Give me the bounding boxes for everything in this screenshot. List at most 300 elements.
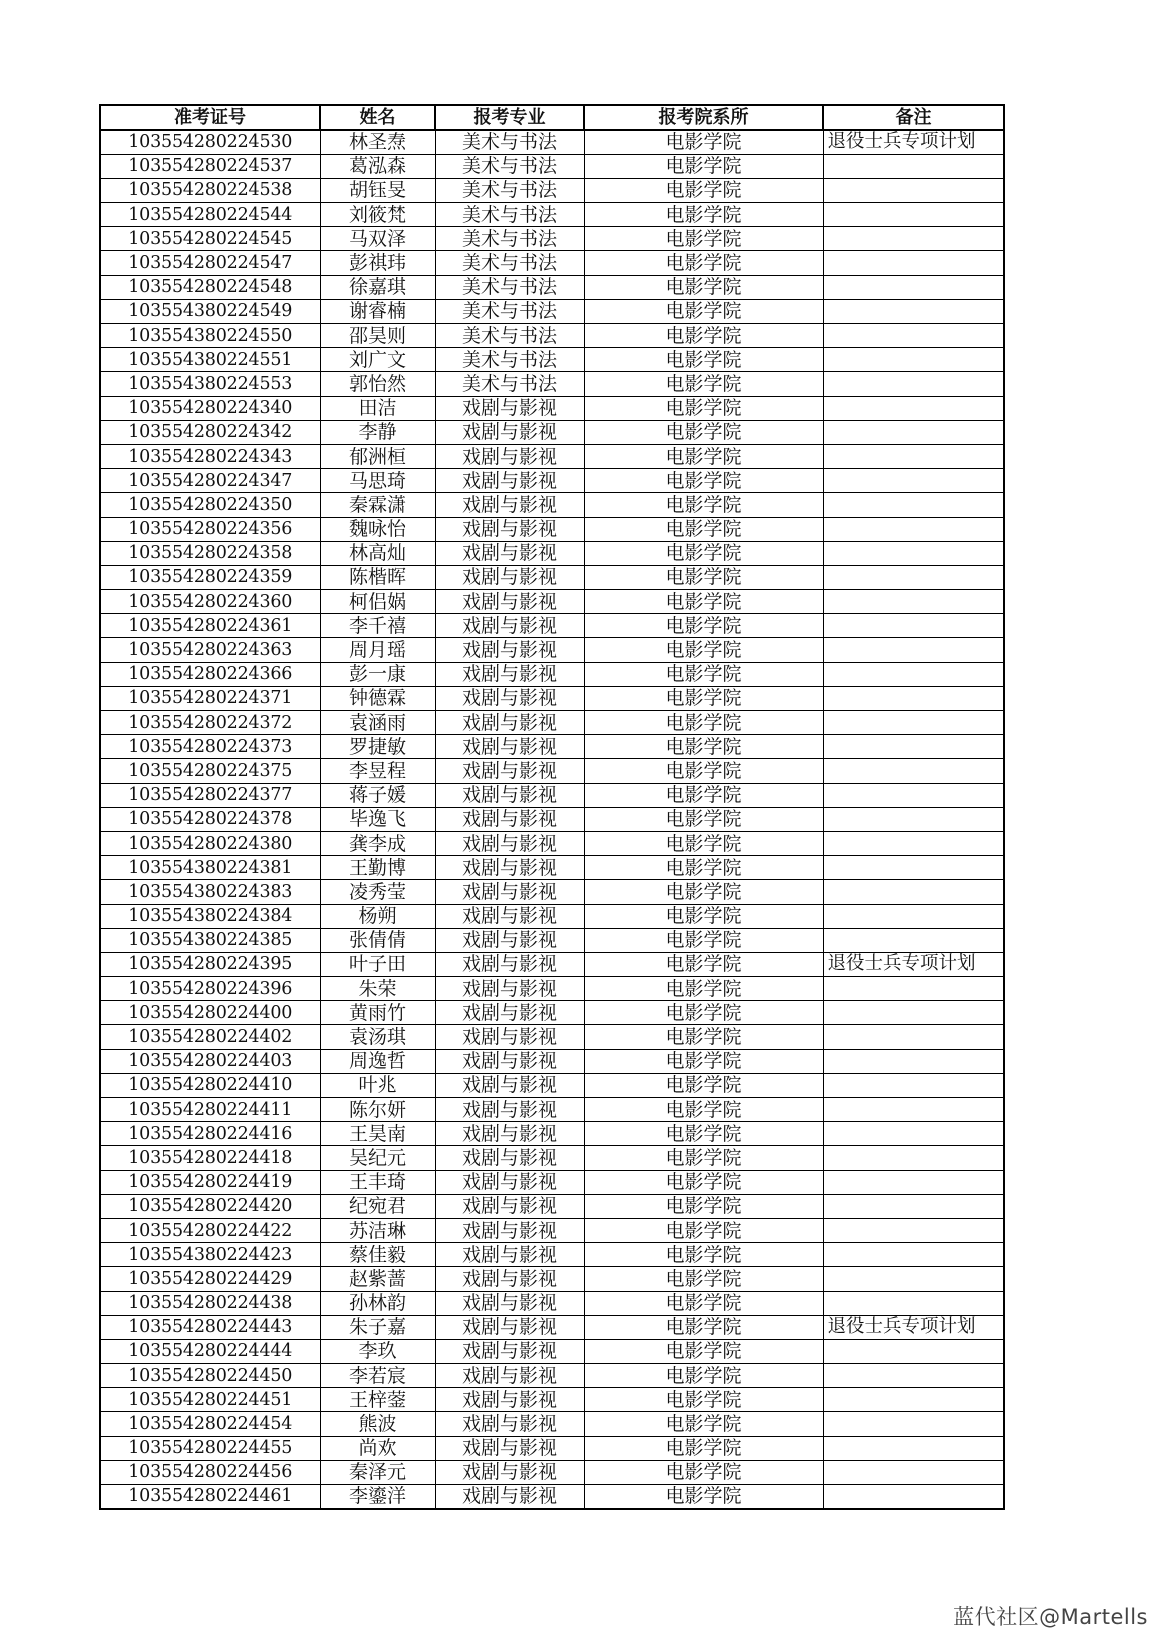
cell-exam-id: 103554280224347 bbox=[100, 469, 320, 493]
table-row bbox=[100, 1170, 1004, 1194]
cell-name: 凌秀莹 bbox=[320, 880, 435, 904]
cell-exam-id: 103554280224380 bbox=[100, 831, 320, 855]
table-row bbox=[100, 928, 1004, 952]
cell-department: 电影学院 bbox=[584, 275, 823, 299]
cell-name: 袁涵雨 bbox=[320, 711, 435, 735]
cell-name: 林高灿 bbox=[320, 541, 435, 565]
cell-exam-id: 103554280224371 bbox=[100, 686, 320, 710]
header-remarks: 备注 bbox=[823, 105, 1004, 130]
cell-remarks bbox=[823, 1485, 1004, 1509]
cell-name: 刘广文 bbox=[320, 348, 435, 372]
table-row bbox=[100, 251, 1004, 275]
cell-major: 戏剧与影视 bbox=[435, 952, 584, 976]
cell-department: 电影学院 bbox=[584, 686, 823, 710]
cell-exam-id: 103554280224530 bbox=[100, 130, 320, 154]
cell-exam-id: 103554380224383 bbox=[100, 880, 320, 904]
cell-remarks bbox=[823, 1436, 1004, 1460]
cell-exam-id: 103554280224361 bbox=[100, 614, 320, 638]
cell-department: 电影学院 bbox=[584, 348, 823, 372]
cell-major: 戏剧与影视 bbox=[435, 1339, 584, 1363]
cell-department: 电影学院 bbox=[584, 590, 823, 614]
cell-major: 戏剧与影视 bbox=[435, 1315, 584, 1339]
cell-exam-id: 103554280224418 bbox=[100, 1146, 320, 1170]
cell-remarks bbox=[823, 614, 1004, 638]
cell-name: 徐嘉琪 bbox=[320, 275, 435, 299]
cell-exam-id: 103554380224423 bbox=[100, 1243, 320, 1267]
cell-exam-id: 103554380224551 bbox=[100, 348, 320, 372]
cell-remarks bbox=[823, 565, 1004, 589]
cell-remarks bbox=[823, 1412, 1004, 1436]
table-row bbox=[100, 977, 1004, 1001]
cell-major: 美术与书法 bbox=[435, 251, 584, 275]
cell-name: 叶子田 bbox=[320, 952, 435, 976]
cell-department: 电影学院 bbox=[584, 1460, 823, 1484]
cell-major: 戏剧与影视 bbox=[435, 1073, 584, 1097]
table-row bbox=[100, 590, 1004, 614]
cell-major: 戏剧与影视 bbox=[435, 1243, 584, 1267]
table-row bbox=[100, 735, 1004, 759]
cell-major: 美术与书法 bbox=[435, 227, 584, 251]
cell-exam-id: 103554280224350 bbox=[100, 493, 320, 517]
table-row bbox=[100, 1146, 1004, 1170]
cell-exam-id: 103554280224402 bbox=[100, 1025, 320, 1049]
cell-major: 戏剧与影视 bbox=[435, 565, 584, 589]
cell-major: 美术与书法 bbox=[435, 275, 584, 299]
cell-name: 李若宸 bbox=[320, 1364, 435, 1388]
cell-major: 美术与书法 bbox=[435, 348, 584, 372]
table-row bbox=[100, 1315, 1004, 1339]
table-row bbox=[100, 662, 1004, 686]
table-row bbox=[100, 638, 1004, 662]
cell-major: 戏剧与影视 bbox=[435, 420, 584, 444]
table-row bbox=[100, 1436, 1004, 1460]
watermark: 蓝代社区@Martells bbox=[953, 1605, 1148, 1629]
cell-major: 戏剧与影视 bbox=[435, 1025, 584, 1049]
cell-exam-id: 103554280224359 bbox=[100, 565, 320, 589]
cell-exam-id: 103554280224396 bbox=[100, 977, 320, 1001]
cell-department: 电影学院 bbox=[584, 1388, 823, 1412]
cell-exam-id: 103554280224372 bbox=[100, 711, 320, 735]
cell-name: 谢睿楠 bbox=[320, 299, 435, 323]
cell-name: 邵昊则 bbox=[320, 324, 435, 348]
cell-name: 陈尔妍 bbox=[320, 1098, 435, 1122]
cell-exam-id: 103554380224549 bbox=[100, 299, 320, 323]
cell-major: 戏剧与影视 bbox=[435, 396, 584, 420]
cell-exam-id: 103554280224410 bbox=[100, 1073, 320, 1097]
cell-department: 电影学院 bbox=[584, 1049, 823, 1073]
cell-remarks bbox=[823, 880, 1004, 904]
cell-exam-id: 103554280224363 bbox=[100, 638, 320, 662]
cell-department: 电影学院 bbox=[584, 711, 823, 735]
table-row bbox=[100, 1291, 1004, 1315]
cell-name: 胡钰旻 bbox=[320, 178, 435, 202]
cell-department: 电影学院 bbox=[584, 614, 823, 638]
cell-major: 戏剧与影视 bbox=[435, 759, 584, 783]
cell-exam-id: 103554280224420 bbox=[100, 1194, 320, 1218]
table-row bbox=[100, 1025, 1004, 1049]
cell-name: 王昊南 bbox=[320, 1122, 435, 1146]
cell-major: 戏剧与影视 bbox=[435, 904, 584, 928]
header-major: 报考专业 bbox=[435, 105, 584, 130]
cell-department: 电影学院 bbox=[584, 928, 823, 952]
table-row bbox=[100, 493, 1004, 517]
cell-exam-id: 103554380224384 bbox=[100, 904, 320, 928]
admission-list-table bbox=[99, 104, 1005, 1510]
table-row bbox=[100, 1194, 1004, 1218]
table-row bbox=[100, 154, 1004, 178]
cell-remarks bbox=[823, 299, 1004, 323]
cell-department: 电影学院 bbox=[584, 541, 823, 565]
table-row bbox=[100, 614, 1004, 638]
cell-name: 李鎏洋 bbox=[320, 1485, 435, 1509]
cell-name: 苏洁琳 bbox=[320, 1218, 435, 1242]
cell-department: 电影学院 bbox=[584, 154, 823, 178]
cell-department: 电影学院 bbox=[584, 831, 823, 855]
cell-name: 钟德霖 bbox=[320, 686, 435, 710]
cell-name: 吴纪元 bbox=[320, 1146, 435, 1170]
header-name: 姓名 bbox=[320, 105, 435, 130]
cell-major: 美术与书法 bbox=[435, 299, 584, 323]
cell-name: 罗捷敏 bbox=[320, 735, 435, 759]
cell-remarks bbox=[823, 493, 1004, 517]
cell-remarks bbox=[823, 348, 1004, 372]
cell-department: 电影学院 bbox=[584, 1436, 823, 1460]
cell-major: 戏剧与影视 bbox=[435, 1291, 584, 1315]
cell-name: 李静 bbox=[320, 420, 435, 444]
cell-exam-id: 103554280224403 bbox=[100, 1049, 320, 1073]
cell-name: 刘筱梵 bbox=[320, 203, 435, 227]
cell-department: 电影学院 bbox=[584, 904, 823, 928]
cell-department: 电影学院 bbox=[584, 1170, 823, 1194]
cell-department: 电影学院 bbox=[584, 324, 823, 348]
cell-remarks bbox=[823, 251, 1004, 275]
cell-department: 电影学院 bbox=[584, 227, 823, 251]
cell-name: 周月瑶 bbox=[320, 638, 435, 662]
table-row bbox=[100, 807, 1004, 831]
cell-remarks bbox=[823, 1267, 1004, 1291]
cell-exam-id: 103554280224461 bbox=[100, 1485, 320, 1509]
cell-name: 孙林韵 bbox=[320, 1291, 435, 1315]
cell-remarks bbox=[823, 178, 1004, 202]
cell-exam-id: 103554280224429 bbox=[100, 1267, 320, 1291]
table-row bbox=[100, 1122, 1004, 1146]
cell-department: 电影学院 bbox=[584, 1122, 823, 1146]
cell-department: 电影学院 bbox=[584, 1267, 823, 1291]
table-row bbox=[100, 783, 1004, 807]
table-row bbox=[100, 1364, 1004, 1388]
cell-department: 电影学院 bbox=[584, 1412, 823, 1436]
header-exam-id: 准考证号 bbox=[100, 105, 320, 130]
cell-remarks bbox=[823, 444, 1004, 468]
cell-exam-id: 103554280224454 bbox=[100, 1412, 320, 1436]
cell-remarks bbox=[823, 1170, 1004, 1194]
cell-department: 电影学院 bbox=[584, 493, 823, 517]
cell-exam-id: 103554280224340 bbox=[100, 396, 320, 420]
cell-remarks bbox=[823, 541, 1004, 565]
table-row bbox=[100, 348, 1004, 372]
cell-remarks bbox=[823, 203, 1004, 227]
cell-department: 电影学院 bbox=[584, 1073, 823, 1097]
cell-exam-id: 103554280224342 bbox=[100, 420, 320, 444]
cell-remarks bbox=[823, 1364, 1004, 1388]
cell-exam-id: 103554280224438 bbox=[100, 1291, 320, 1315]
cell-department: 电影学院 bbox=[584, 1291, 823, 1315]
cell-remarks bbox=[823, 1194, 1004, 1218]
cell-exam-id: 103554280224451 bbox=[100, 1388, 320, 1412]
cell-exam-id: 103554280224548 bbox=[100, 275, 320, 299]
cell-exam-id: 103554280224419 bbox=[100, 1170, 320, 1194]
table-row bbox=[100, 1485, 1004, 1509]
cell-major: 美术与书法 bbox=[435, 154, 584, 178]
cell-exam-id: 103554280224377 bbox=[100, 783, 320, 807]
table-row bbox=[100, 759, 1004, 783]
cell-exam-id: 103554280224456 bbox=[100, 1460, 320, 1484]
table-row bbox=[100, 541, 1004, 565]
cell-major: 戏剧与影视 bbox=[435, 1001, 584, 1025]
table-row bbox=[100, 565, 1004, 589]
cell-department: 电影学院 bbox=[584, 469, 823, 493]
cell-major: 戏剧与影视 bbox=[435, 977, 584, 1001]
cell-remarks bbox=[823, 396, 1004, 420]
cell-major: 戏剧与影视 bbox=[435, 1098, 584, 1122]
cell-major: 戏剧与影视 bbox=[435, 1436, 584, 1460]
cell-department: 电影学院 bbox=[584, 638, 823, 662]
table-row bbox=[100, 203, 1004, 227]
cell-remarks bbox=[823, 1073, 1004, 1097]
cell-remarks: 退役士兵专项计划 bbox=[823, 952, 1004, 976]
cell-department: 电影学院 bbox=[584, 856, 823, 880]
cell-department: 电影学院 bbox=[584, 952, 823, 976]
cell-name: 王丰琦 bbox=[320, 1170, 435, 1194]
cell-exam-id: 103554280224366 bbox=[100, 662, 320, 686]
cell-major: 戏剧与影视 bbox=[435, 1485, 584, 1509]
cell-remarks bbox=[823, 324, 1004, 348]
cell-remarks bbox=[823, 783, 1004, 807]
cell-name: 蒋子媛 bbox=[320, 783, 435, 807]
cell-name: 龚李成 bbox=[320, 831, 435, 855]
cell-major: 美术与书法 bbox=[435, 372, 584, 396]
cell-exam-id: 103554280224443 bbox=[100, 1315, 320, 1339]
cell-exam-id: 103554280224411 bbox=[100, 1098, 320, 1122]
cell-department: 电影学院 bbox=[584, 251, 823, 275]
cell-department: 电影学院 bbox=[584, 565, 823, 589]
table-row bbox=[100, 1267, 1004, 1291]
table-row bbox=[100, 1098, 1004, 1122]
cell-exam-id: 103554280224358 bbox=[100, 541, 320, 565]
cell-exam-id: 103554280224343 bbox=[100, 444, 320, 468]
cell-name: 袁汤琪 bbox=[320, 1025, 435, 1049]
table-row bbox=[100, 831, 1004, 855]
cell-exam-id: 103554280224373 bbox=[100, 735, 320, 759]
cell-exam-id: 103554380224553 bbox=[100, 372, 320, 396]
cell-name: 周逸哲 bbox=[320, 1049, 435, 1073]
cell-name: 田洁 bbox=[320, 396, 435, 420]
cell-name: 纪宛君 bbox=[320, 1194, 435, 1218]
table-row bbox=[100, 324, 1004, 348]
cell-exam-id: 103554280224544 bbox=[100, 203, 320, 227]
cell-name: 朱荣 bbox=[320, 977, 435, 1001]
cell-major: 戏剧与影视 bbox=[435, 1460, 584, 1484]
cell-remarks bbox=[823, 227, 1004, 251]
cell-department: 电影学院 bbox=[584, 735, 823, 759]
cell-major: 戏剧与影视 bbox=[435, 1267, 584, 1291]
cell-exam-id: 103554280224360 bbox=[100, 590, 320, 614]
table-row bbox=[100, 1412, 1004, 1436]
cell-name: 葛泓森 bbox=[320, 154, 435, 178]
cell-name: 李玖 bbox=[320, 1339, 435, 1363]
cell-exam-id: 103554280224395 bbox=[100, 952, 320, 976]
cell-department: 电影学院 bbox=[584, 1001, 823, 1025]
cell-remarks bbox=[823, 928, 1004, 952]
cell-major: 美术与书法 bbox=[435, 203, 584, 227]
cell-major: 戏剧与影视 bbox=[435, 711, 584, 735]
cell-name: 尚欢 bbox=[320, 1436, 435, 1460]
table-row bbox=[100, 178, 1004, 202]
cell-remarks bbox=[823, 686, 1004, 710]
cell-remarks bbox=[823, 420, 1004, 444]
cell-major: 戏剧与影视 bbox=[435, 469, 584, 493]
cell-name: 熊波 bbox=[320, 1412, 435, 1436]
cell-major: 戏剧与影视 bbox=[435, 517, 584, 541]
cell-major: 戏剧与影视 bbox=[435, 928, 584, 952]
table-row bbox=[100, 880, 1004, 904]
cell-major: 戏剧与影视 bbox=[435, 1049, 584, 1073]
table-row bbox=[100, 420, 1004, 444]
cell-remarks: 退役士兵专项计划 bbox=[823, 1315, 1004, 1339]
table-row bbox=[100, 517, 1004, 541]
cell-remarks bbox=[823, 735, 1004, 759]
cell-exam-id: 103554280224455 bbox=[100, 1436, 320, 1460]
cell-name: 毕逸飞 bbox=[320, 807, 435, 831]
cell-major: 戏剧与影视 bbox=[435, 541, 584, 565]
cell-remarks bbox=[823, 662, 1004, 686]
cell-remarks bbox=[823, 1146, 1004, 1170]
cell-name: 王勤博 bbox=[320, 856, 435, 880]
cell-name: 朱子嘉 bbox=[320, 1315, 435, 1339]
cell-major: 戏剧与影视 bbox=[435, 735, 584, 759]
table-row bbox=[100, 1388, 1004, 1412]
cell-department: 电影学院 bbox=[584, 1098, 823, 1122]
cell-major: 戏剧与影视 bbox=[435, 686, 584, 710]
cell-remarks bbox=[823, 638, 1004, 662]
cell-department: 电影学院 bbox=[584, 178, 823, 202]
cell-remarks bbox=[823, 1460, 1004, 1484]
table-row bbox=[100, 130, 1004, 154]
cell-exam-id: 103554280224356 bbox=[100, 517, 320, 541]
cell-major: 戏剧与影视 bbox=[435, 783, 584, 807]
cell-exam-id: 103554380224385 bbox=[100, 928, 320, 952]
cell-remarks bbox=[823, 590, 1004, 614]
table-row bbox=[100, 372, 1004, 396]
cell-remarks bbox=[823, 759, 1004, 783]
cell-exam-id: 103554280224422 bbox=[100, 1218, 320, 1242]
table-row bbox=[100, 1001, 1004, 1025]
cell-major: 美术与书法 bbox=[435, 178, 584, 202]
table-header bbox=[100, 105, 1004, 130]
cell-remarks bbox=[823, 517, 1004, 541]
cell-name: 柯侣娲 bbox=[320, 590, 435, 614]
cell-department: 电影学院 bbox=[584, 783, 823, 807]
cell-major: 美术与书法 bbox=[435, 324, 584, 348]
cell-name: 马双泽 bbox=[320, 227, 435, 251]
cell-exam-id: 103554280224444 bbox=[100, 1339, 320, 1363]
table-row bbox=[100, 711, 1004, 735]
cell-exam-id: 103554280224545 bbox=[100, 227, 320, 251]
cell-major: 戏剧与影视 bbox=[435, 444, 584, 468]
cell-department: 电影学院 bbox=[584, 372, 823, 396]
cell-exam-id: 103554380224381 bbox=[100, 856, 320, 880]
cell-remarks bbox=[823, 1122, 1004, 1146]
cell-major: 戏剧与影视 bbox=[435, 856, 584, 880]
cell-department: 电影学院 bbox=[584, 1194, 823, 1218]
cell-remarks bbox=[823, 1339, 1004, 1363]
table-row bbox=[100, 275, 1004, 299]
table-row bbox=[100, 686, 1004, 710]
cell-department: 电影学院 bbox=[584, 396, 823, 420]
cell-name: 彭一康 bbox=[320, 662, 435, 686]
cell-name: 李千禧 bbox=[320, 614, 435, 638]
cell-name: 叶兆 bbox=[320, 1073, 435, 1097]
table-row bbox=[100, 856, 1004, 880]
cell-major: 戏剧与影视 bbox=[435, 1388, 584, 1412]
cell-remarks bbox=[823, 275, 1004, 299]
cell-department: 电影学院 bbox=[584, 1146, 823, 1170]
cell-major: 戏剧与影视 bbox=[435, 1412, 584, 1436]
cell-department: 电影学院 bbox=[584, 1315, 823, 1339]
header-department: 报考院系所 bbox=[584, 105, 823, 130]
cell-major: 戏剧与影视 bbox=[435, 614, 584, 638]
cell-remarks bbox=[823, 711, 1004, 735]
cell-remarks bbox=[823, 904, 1004, 928]
table-row bbox=[100, 396, 1004, 420]
cell-exam-id: 103554280224538 bbox=[100, 178, 320, 202]
cell-name: 张倩倩 bbox=[320, 928, 435, 952]
table-row bbox=[100, 1218, 1004, 1242]
cell-department: 电影学院 bbox=[584, 1025, 823, 1049]
cell-department: 电影学院 bbox=[584, 203, 823, 227]
cell-major: 戏剧与影视 bbox=[435, 638, 584, 662]
cell-remarks bbox=[823, 154, 1004, 178]
cell-remarks bbox=[823, 469, 1004, 493]
cell-remarks bbox=[823, 807, 1004, 831]
cell-remarks bbox=[823, 1098, 1004, 1122]
cell-major: 戏剧与影视 bbox=[435, 662, 584, 686]
table-row bbox=[100, 1460, 1004, 1484]
table-row bbox=[100, 1073, 1004, 1097]
cell-major: 戏剧与影视 bbox=[435, 1364, 584, 1388]
cell-name: 秦霖潇 bbox=[320, 493, 435, 517]
cell-remarks bbox=[823, 831, 1004, 855]
cell-remarks bbox=[823, 1388, 1004, 1412]
cell-department: 电影学院 bbox=[584, 1243, 823, 1267]
cell-department: 电影学院 bbox=[584, 130, 823, 154]
cell-major: 戏剧与影视 bbox=[435, 1194, 584, 1218]
cell-department: 电影学院 bbox=[584, 1339, 823, 1363]
cell-department: 电影学院 bbox=[584, 1218, 823, 1242]
cell-name: 林圣焘 bbox=[320, 130, 435, 154]
cell-name: 郭怡然 bbox=[320, 372, 435, 396]
table-body bbox=[100, 130, 1004, 1509]
cell-department: 电影学院 bbox=[584, 880, 823, 904]
cell-name: 彭祺玮 bbox=[320, 251, 435, 275]
cell-exam-id: 103554280224416 bbox=[100, 1122, 320, 1146]
table-row bbox=[100, 299, 1004, 323]
table-row bbox=[100, 1339, 1004, 1363]
cell-exam-id: 103554280224537 bbox=[100, 154, 320, 178]
cell-department: 电影学院 bbox=[584, 977, 823, 1001]
cell-remarks bbox=[823, 856, 1004, 880]
cell-major: 戏剧与影视 bbox=[435, 1218, 584, 1242]
